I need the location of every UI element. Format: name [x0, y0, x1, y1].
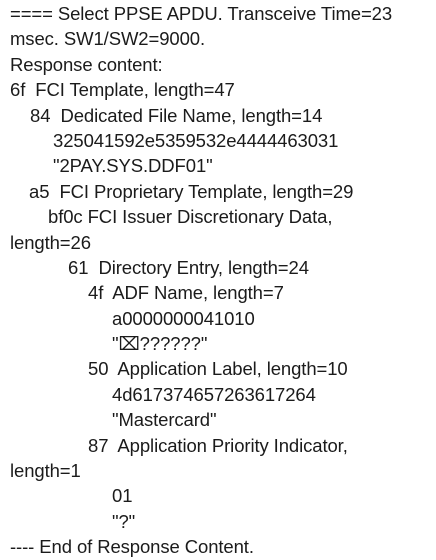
log-line: Response content: [10, 53, 163, 75]
log-line: 325041592e5359532e4444463031 [53, 129, 339, 151]
log-line: length=26 [10, 231, 91, 253]
log-line: "⌧??????" [112, 333, 208, 355]
log-line: 61 Directory Entry, length=24 [68, 256, 309, 278]
log-line: bf0c FCI Issuer Discretionary Data, [48, 206, 333, 228]
log-line: "Mastercard" [112, 409, 217, 431]
log-line: a5 FCI Proprietary Template, length=29 [29, 180, 354, 202]
log-line: 4d617374657263617264 [112, 383, 316, 405]
log-line: 87 Application Priority Indicator, [88, 434, 348, 456]
log-line: 84 Dedicated File Name, length=14 [30, 104, 323, 126]
log-line: msec. SW1/SW2=9000. [10, 28, 205, 50]
log-line: 01 [112, 485, 133, 507]
log-line: 6f FCI Template, length=47 [10, 79, 235, 101]
log-line: 50 Application Label, length=10 [88, 358, 348, 380]
log-line: "2PAY.SYS.DDF01" [53, 155, 213, 177]
log-line: "?" [112, 510, 136, 532]
apdu-response-log [10, 1, 430, 560]
log-line: a0000000041010 [112, 307, 255, 329]
log-line: 4f ADF Name, length=7 [88, 282, 284, 304]
log-line: ---- End of Response Content. [10, 536, 254, 558]
log-line: ==== Select PPSE APDU. Transceive Time=23 [10, 3, 393, 24]
log-line: length=1 [10, 460, 81, 482]
